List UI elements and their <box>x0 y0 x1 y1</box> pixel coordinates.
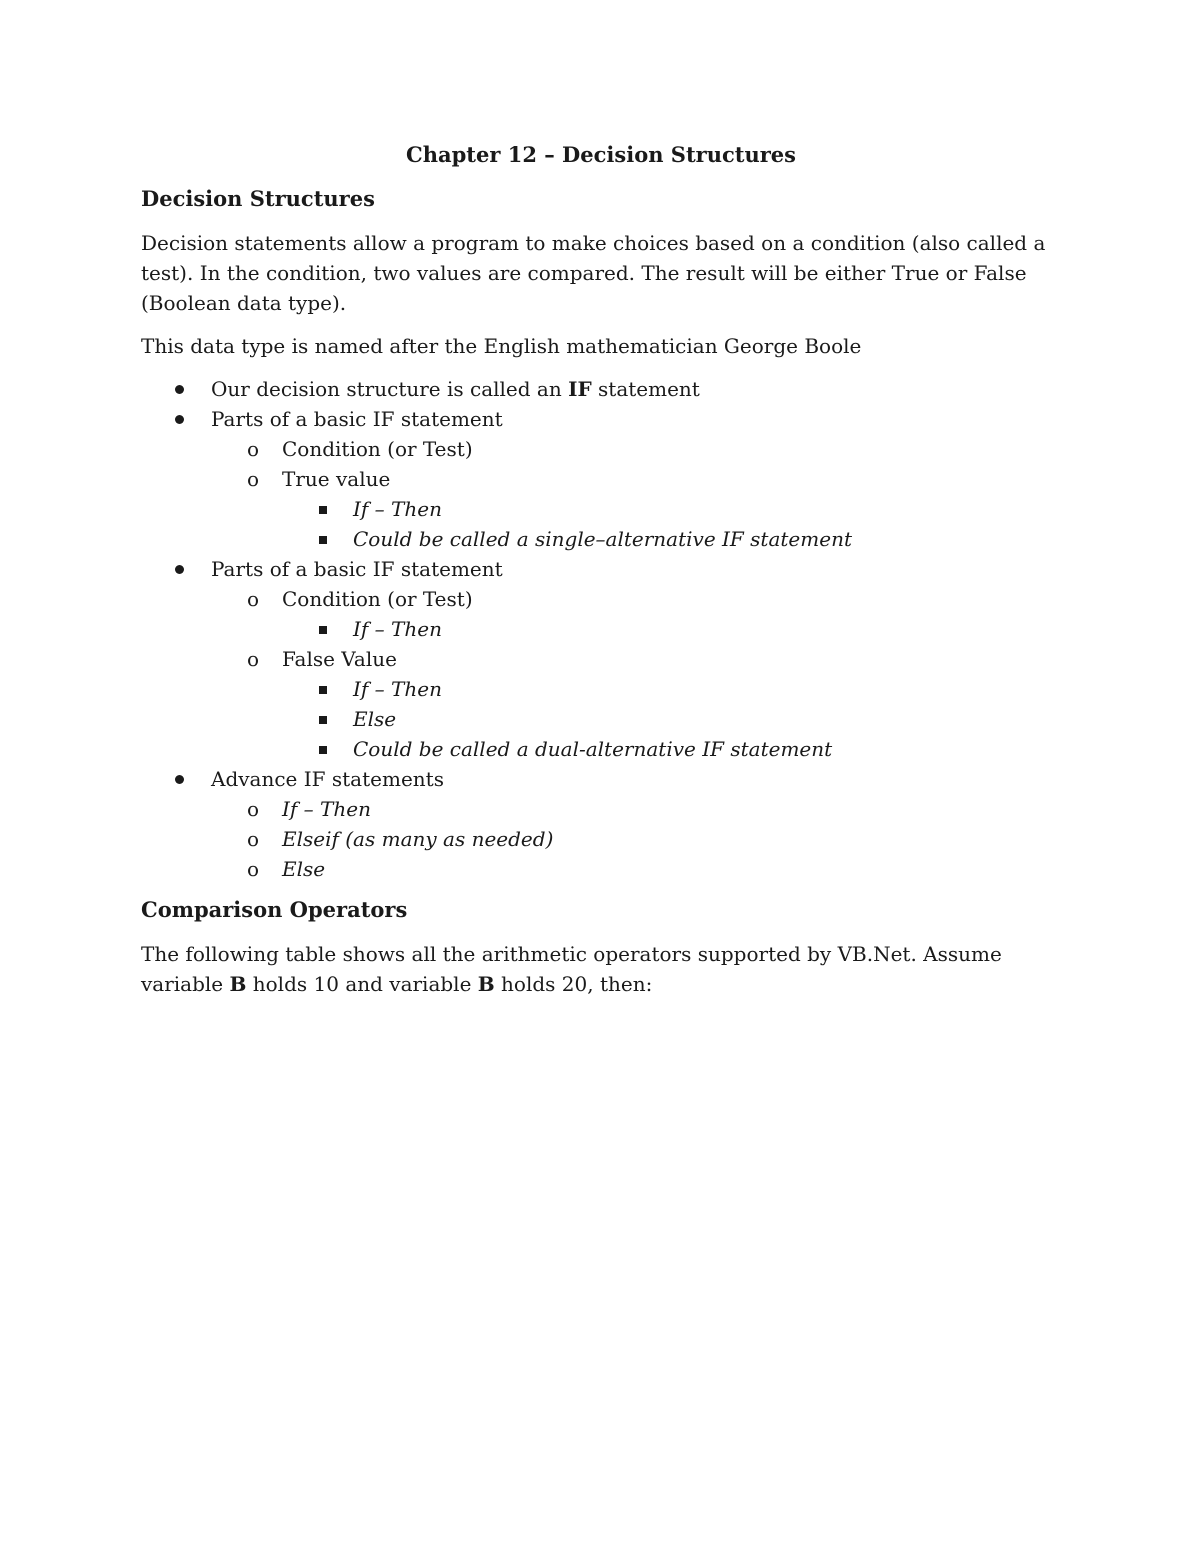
list-item-text: If – Then <box>282 797 371 821</box>
list-item-text: Advance IF statements <box>211 767 444 791</box>
list-item-text: If – Then <box>353 497 442 521</box>
list-item-text: Else <box>353 707 397 731</box>
boole-paragraph: This data type is named after the English mathematician George Boole <box>141 334 862 358</box>
bullet-icon <box>175 775 184 784</box>
list-item <box>141 374 1061 404</box>
circle-bullet-icon: o <box>247 797 260 821</box>
circle-bullet-icon: o <box>247 647 260 671</box>
page-title: Chapter 12 – Decision Structures <box>406 142 796 167</box>
document-body <box>141 140 1061 1012</box>
list-item <box>141 734 1061 764</box>
circle-bullet-icon: o <box>247 857 260 881</box>
paragraph-text: holds 10 and variable <box>246 972 478 996</box>
list-item-text: If – Then <box>353 677 442 701</box>
list-item-text: Parts of a basic IF statement <box>211 557 503 581</box>
list-item-text: True value <box>282 467 391 491</box>
variable-name: B <box>477 972 495 996</box>
circle-bullet-icon: o <box>247 827 260 851</box>
list-item <box>141 764 1061 794</box>
circle-bullet-icon: o <box>247 467 260 491</box>
bullet-icon <box>175 385 184 394</box>
list-item-text: Elseif (as many as needed) <box>282 827 554 851</box>
list-item <box>141 704 1061 734</box>
list-item <box>141 614 1061 644</box>
circle-bullet-icon: o <box>247 587 260 611</box>
list-item-text: Our decision structure is called an <box>211 377 569 401</box>
square-bullet-icon <box>319 626 327 634</box>
list-item-text: statement <box>591 377 700 401</box>
section-heading-comparison-operators: Comparison Operators <box>141 897 408 922</box>
list-item-text: Could be called a single–alternative IF statement <box>353 527 852 551</box>
bullet-icon <box>175 415 184 424</box>
list-item <box>141 524 1061 554</box>
if-statement-list <box>141 374 1061 884</box>
paragraph-text: The following table shows all the arithmetic operators supported by VB.Net. Assume variable <box>141 942 1002 996</box>
square-bullet-icon <box>319 536 327 544</box>
list-item <box>141 674 1061 704</box>
circle-bullet-icon: o <box>247 437 260 461</box>
list-item <box>141 404 1061 434</box>
list-item <box>141 644 1061 674</box>
square-bullet-icon <box>319 716 327 724</box>
list-item-text: False Value <box>282 647 397 671</box>
variable-name: B <box>229 972 247 996</box>
list-item-text: Condition (or Test) <box>282 437 473 461</box>
list-item <box>141 494 1061 524</box>
paragraph-text: holds 20, then: <box>494 972 653 996</box>
comparison-paragraph <box>141 939 1061 999</box>
list-item-text: Else <box>282 857 326 881</box>
square-bullet-icon <box>319 746 327 754</box>
list-item <box>141 554 1061 584</box>
list-item-text: Could be called a dual-alternative IF statement <box>353 737 833 761</box>
list-item <box>141 584 1061 614</box>
section-heading-decision-structures: Decision Structures <box>141 186 375 211</box>
list-item <box>141 824 1061 854</box>
intro-paragraph: Decision statements allow a program to make choices based on a condition (also called a test). In the condition, two values are compared. The result will be either True or False (Boolean data type). <box>141 231 1046 315</box>
square-bullet-icon <box>319 686 327 694</box>
list-item-text: Condition (or Test) <box>282 587 473 611</box>
list-item <box>141 854 1061 884</box>
square-bullet-icon <box>319 506 327 514</box>
list-item-text: If – Then <box>353 617 442 641</box>
list-item-text: Parts of a basic IF statement <box>211 407 503 431</box>
bullet-icon <box>175 565 184 574</box>
list-item <box>141 464 1061 494</box>
list-item <box>141 794 1061 824</box>
list-item <box>141 434 1061 464</box>
if-keyword: IF <box>568 377 592 401</box>
